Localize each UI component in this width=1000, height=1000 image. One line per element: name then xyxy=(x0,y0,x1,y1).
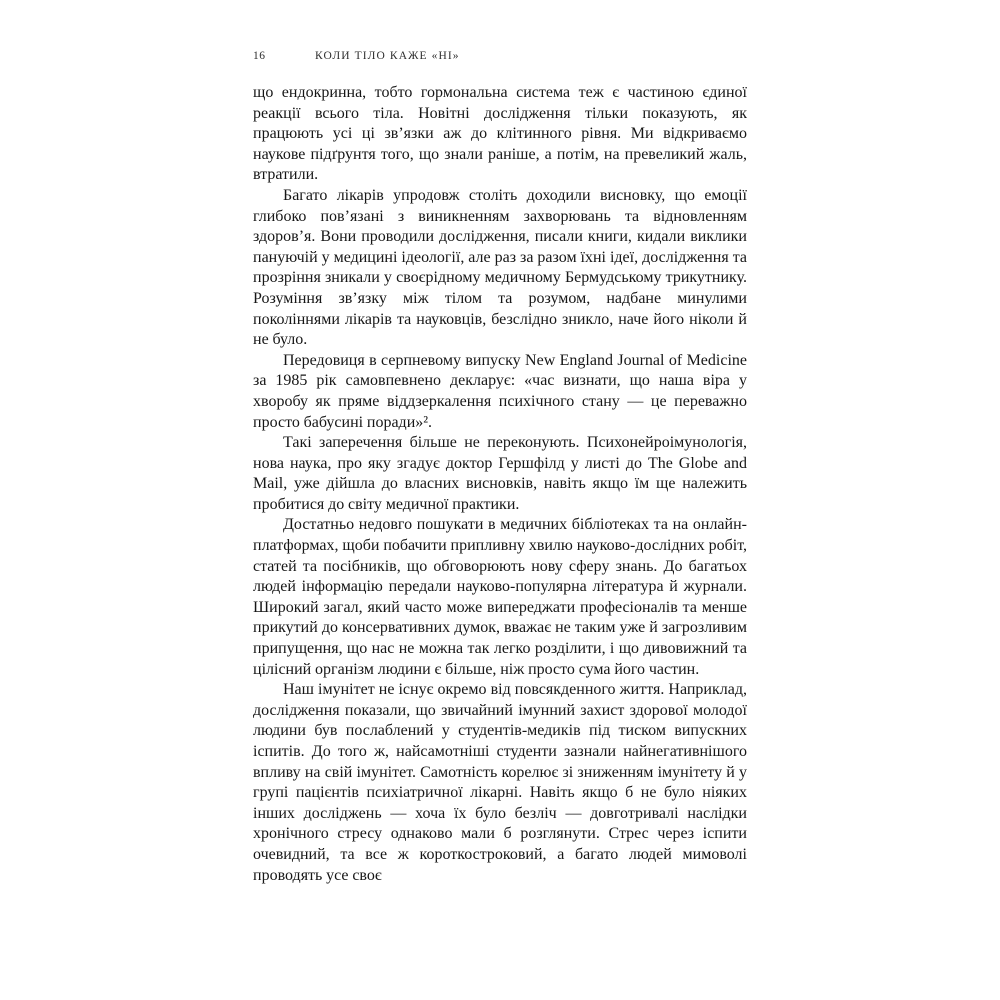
book-page xyxy=(253,0,747,886)
page-header xyxy=(253,50,747,62)
paragraph: Передовиця в серпневому випуску New England Journal of Medicine за 1985 рік самовпевнено декларує: «час визнати, що наша віра у хворобу як пряме віддзеркалення психічного стану — це переважно просто бабусині поради»². xyxy=(253,351,747,431)
page-number: 16 xyxy=(253,50,266,62)
paragraph: Такі заперечення більше не переконують. Психонейроімунологія, нова наука, про яку згадує доктор Гершфілд у листі до The Globe and Mail, уже дійшла до власних висновків, навіть якщо їм ще належить пробитися до світу медичної практики. xyxy=(253,434,748,513)
body-text xyxy=(253,83,747,886)
paragraph: Наш імунітет не існує окремо від повсякденного життя. Наприклад, дослідження показали, що звичайний імунний захист здорової молодої людини був послаблений у студентів-медиків під тиском випускних іспитів. До того ж, найсамотніші студенти зазнали найнегативнішого впливу на свій імунітет. Самотність корелює зі зниженням імунітету й у групі пацієнтів психіатричної лікарні. Навіть якщо б не було ніяких інших досліджень — хоча їх було безліч — довготривалі наслідки хронічного стресу однаково мали б розглянути. Стрес через іспити очевидний, та все ж короткостроковий, а багато людей мимоволі проводять усе своє xyxy=(253,681,747,884)
paragraph: Достатньо недовго пошукати в медичних бібліотеках та на онлайн-платформах, щоби побачити припливну хвилю науково-дослідних робіт, статей та посібників, що обговорюють нову сферу знань. До багатьох людей інформацію передали науково-популярна література й журнали. Широкий загал, який часто може випереджати професіоналів та менше прикутий до консервативних думок, вважає не таким уже й загрозливим припущення, що нас не можна так легко розділити, і що дивовижний та цілісний організм людини є більше, ніж просто сума його частин. xyxy=(253,516,747,678)
paragraph: Багато лікарів упродовж століть доходили висновку, що емоції глибоко пов’язані з виникненням захворювань та відновленням здоров’я. Вони проводили дослідження, писали книги, кидали виклики пануючій у медицині ідеології, але раз за разом їхні ідеї, дослідження та прозріння зникали у своєрідному медичному Бермудському трикутнику. Розуміння зв’язку між тілом та розумом, надбане минулими поколіннями лікарів та науковців, безслідно зникло, наче його ніколи й не було. xyxy=(253,186,747,349)
running-title: КОЛИ ТІЛО КАЖЕ «НІ» xyxy=(315,50,460,62)
paragraph: що ендокринна, тобто гормональна система теж є частиною єдиної реакції всього тіла. Новітні дослідження тільки показують, як працюють усі ці зв’язки аж до клітинного рівня. Ми відкриваємо наукове підґрунтя того, що знали раніше, а потім, на превеликий жаль, втратили. xyxy=(253,84,747,184)
